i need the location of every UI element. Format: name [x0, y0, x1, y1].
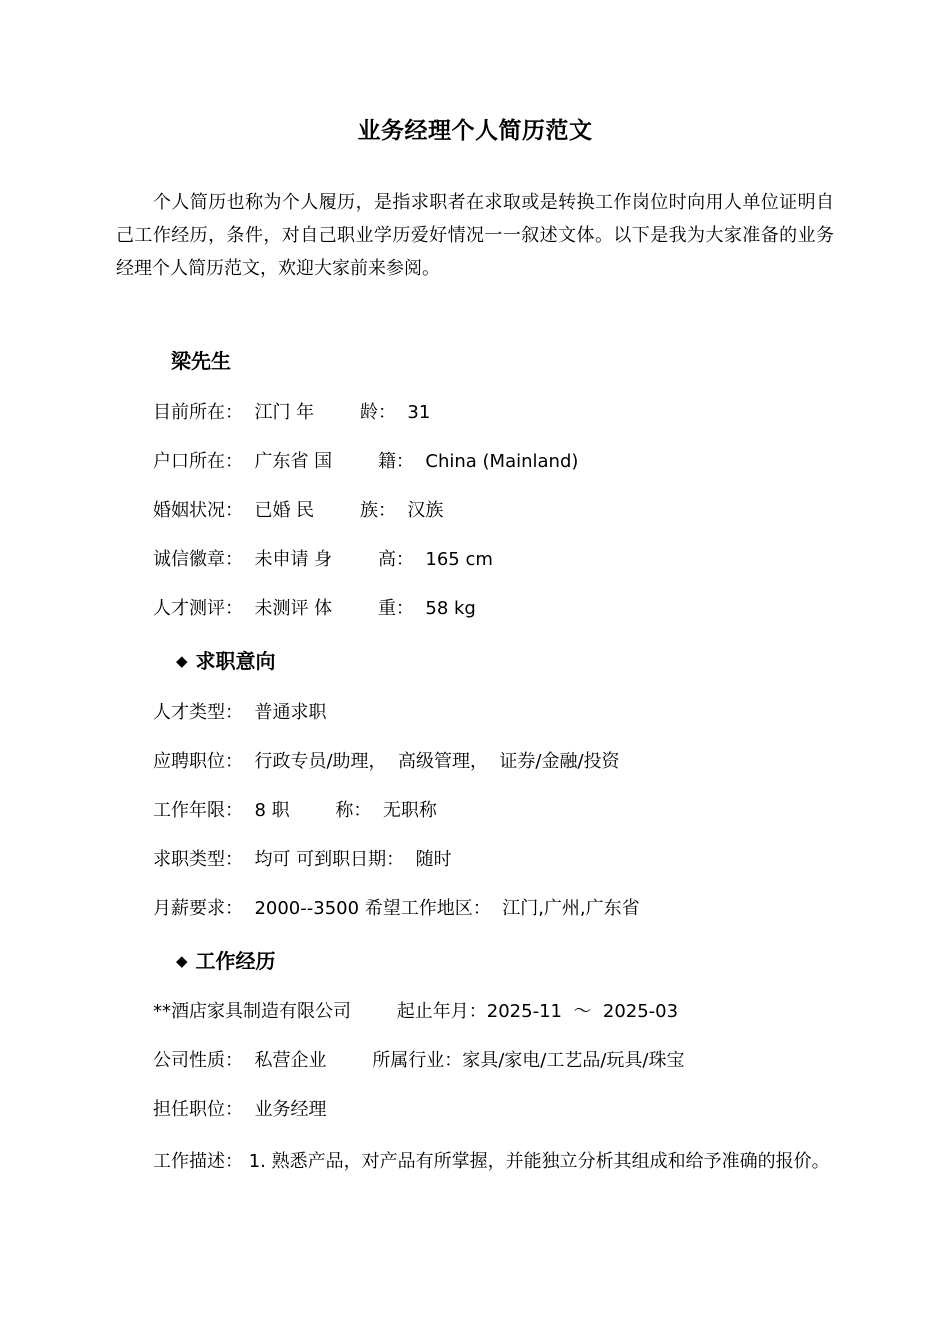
intent-row-position — [153, 749, 620, 775]
candidate-name: 梁先生 — [171, 349, 231, 373]
section-heading-job-intent — [176, 646, 276, 676]
work-row-title — [153, 1097, 326, 1123]
intent-row-job-type — [153, 847, 452, 873]
work-row-text: 公司性质： 私营企业 所属行业：家具/家电/工艺品/玩具/珠宝 — [153, 1050, 685, 1071]
work-row-company — [153, 999, 678, 1025]
info-row-text: 户口所在： 广东省 国 籍： China (Mainland) — [153, 451, 579, 472]
info-row-location — [153, 400, 430, 426]
intent-row-text: 工作年限： 8 职 称： 无职称 — [153, 800, 437, 821]
section-heading-work — [176, 946, 276, 976]
intent-row-salary — [153, 896, 640, 922]
intro-paragraph: 个人简历也称为个人履历，是指求职者在求取或是转换工作岗位时向用人单位证明自己工作经历，条件，对自己职业学历爱好情况一一叙述文体。以下是我为大家准备的业务经理个人简历范文，欢迎大家前来参阅。 — [116, 192, 834, 279]
info-row-text: 婚姻状况： 已婚 民 族： 汉族 — [153, 500, 444, 521]
info-row-text: 目前所在： 江门 年 龄： 31 — [153, 402, 431, 423]
intent-row-text: 月薪要求： 2000--3500 希望工作地区： 江门,广州,广东省 — [153, 898, 640, 919]
work-row-text: **酒店家具制造有限公司 起止年月：2025-11 ～ 2025-03 — [153, 1001, 679, 1022]
diamond-bullet-icon: ◆ — [176, 952, 188, 970]
info-row-marital — [153, 498, 443, 524]
section-heading-text: 求职意向 — [195, 649, 276, 673]
section-heading-text: 工作经历 — [195, 949, 276, 973]
info-row-text: 诚信徽章： 未申请 身 高： 165 cm — [153, 549, 493, 570]
diamond-bullet-icon: ◆ — [176, 652, 188, 670]
info-row-text: 人才测评： 未测评 体 重： 58 kg — [153, 598, 476, 619]
work-row-text: 担任职位： 业务经理 — [153, 1099, 327, 1120]
info-row-hukou — [153, 449, 578, 475]
intent-row-talent-type — [153, 700, 326, 726]
work-description: 工作描述： 1. 熟悉产品，对产品有所掌握，并能独立分析其组成和给予准确的报价。 — [153, 1151, 830, 1172]
info-row-badge — [153, 547, 493, 573]
work-row-company-type — [153, 1048, 684, 1074]
intent-row-text: 应聘职位： 行政专员/助理， 高级管理， 证券/金融/投资 — [153, 751, 620, 772]
info-row-assessment — [153, 596, 476, 622]
intent-row-years — [153, 798, 437, 824]
intent-row-text: 求职类型： 均可 可到职日期： 随时 — [153, 849, 452, 870]
document-title: 业务经理个人简历范文 — [357, 118, 593, 144]
intent-row-text: 人才类型： 普通求职 — [153, 702, 327, 723]
